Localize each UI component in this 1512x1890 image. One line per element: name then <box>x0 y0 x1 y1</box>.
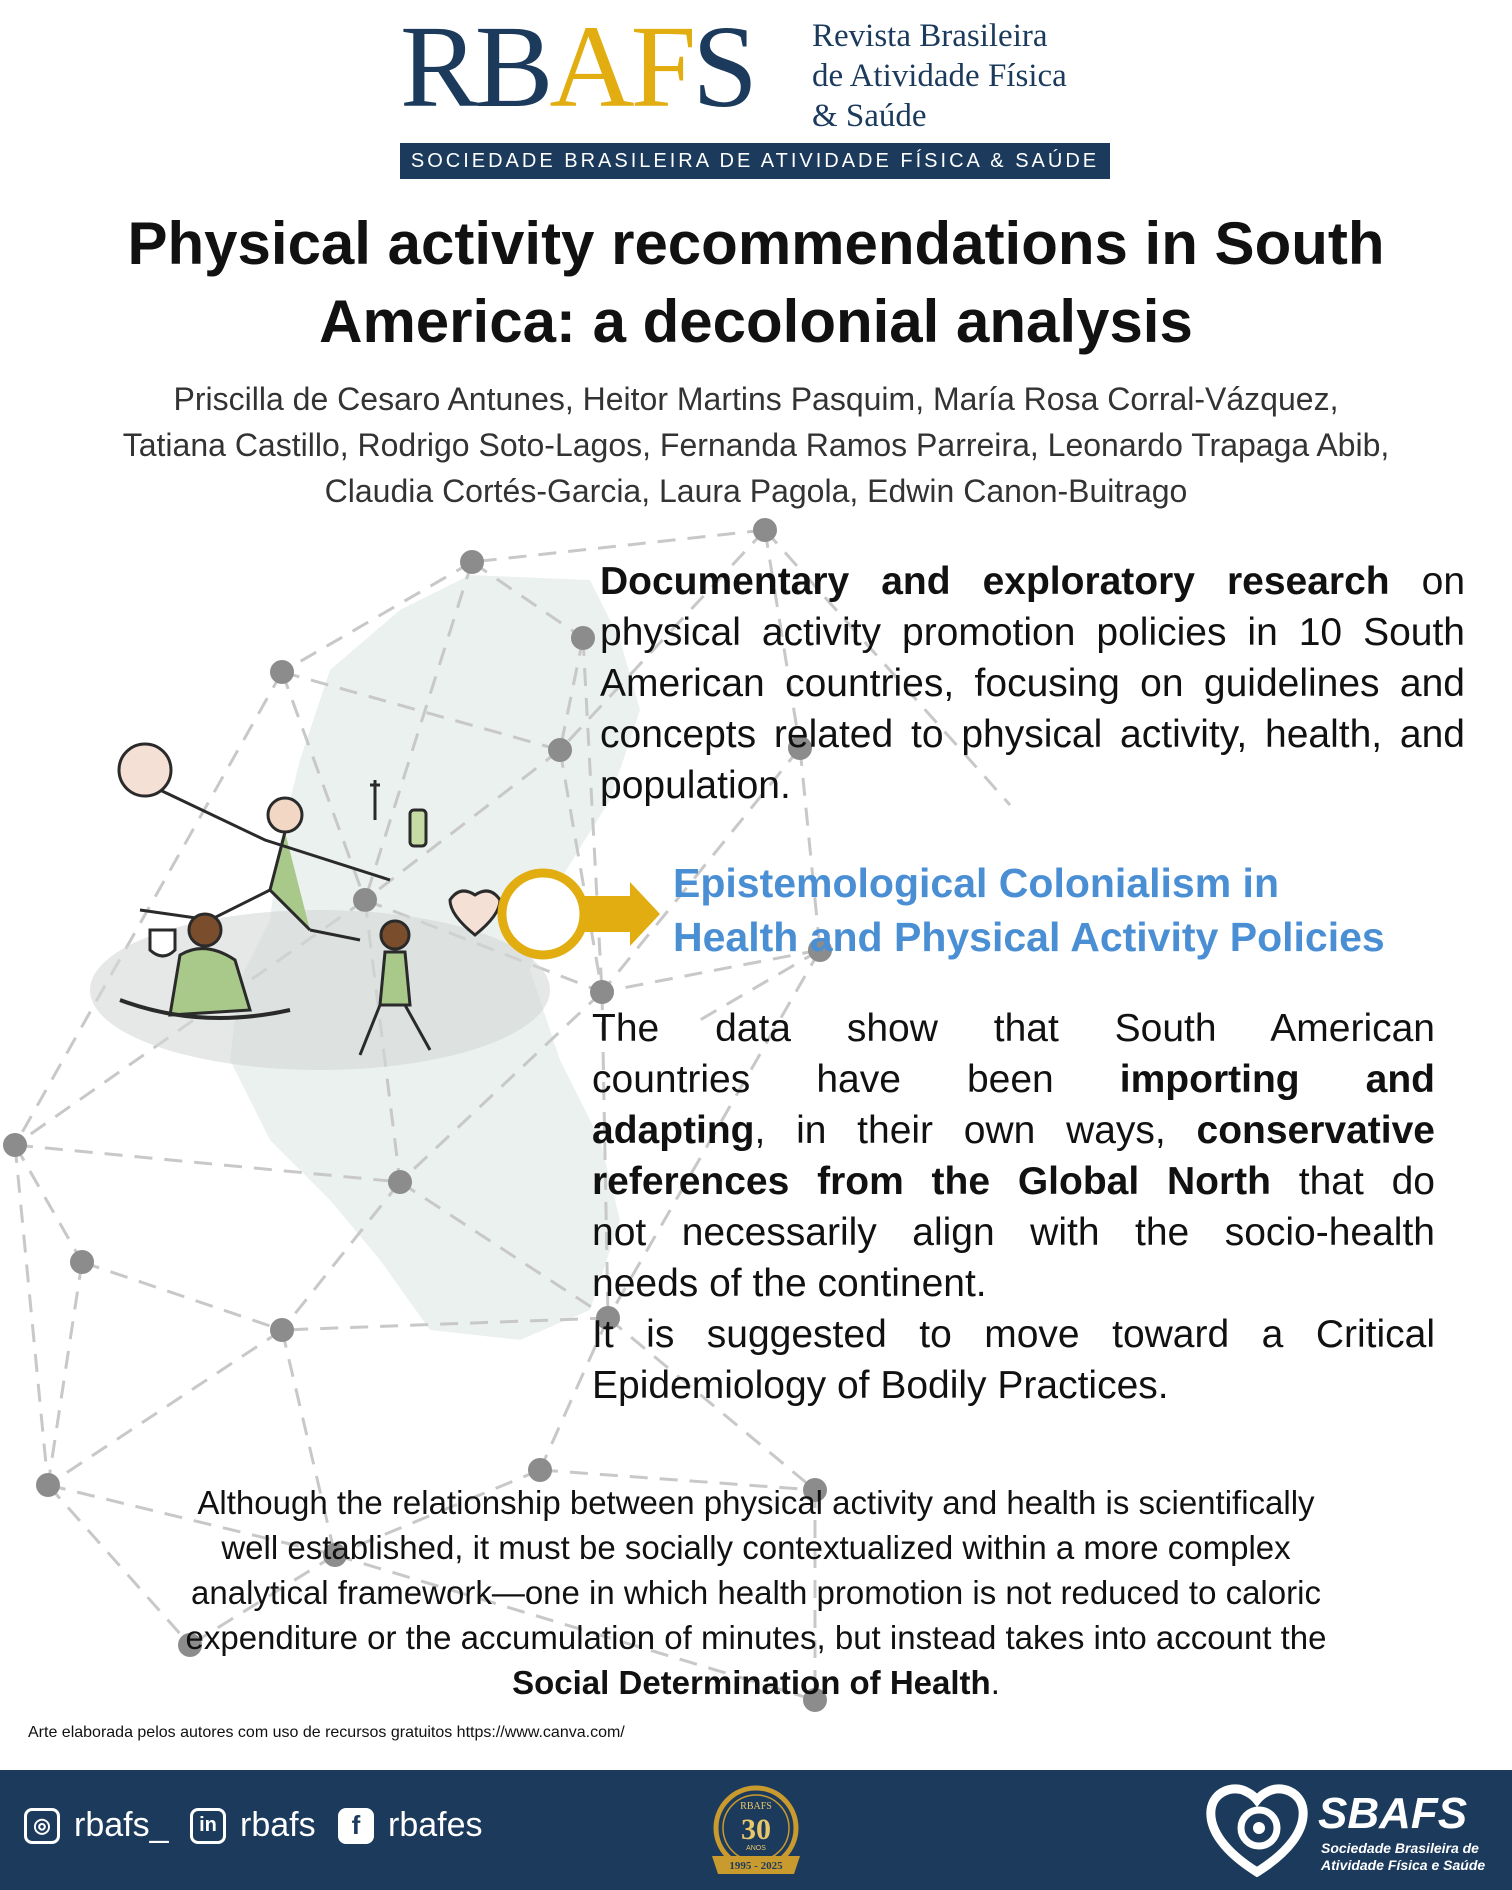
network-node <box>528 1458 552 1482</box>
conclusion-line-4: expenditure or the accumulation of minutes, but instead takes into account the <box>185 1619 1327 1656</box>
findings-text: needs of the continent. <box>592 1262 987 1305</box>
sbafs-subtitle <box>1321 1840 1485 1874</box>
epistemology-heading <box>673 856 1473 964</box>
findings-line-2 <box>592 1054 1435 1105</box>
sbafs-name: SBAFS <box>1318 1789 1468 1838</box>
author-line-1: Priscilla de Cesaro Antunes, Heitor Martins Pasquim, María Rosa Corral-Vázquez, <box>173 381 1339 417</box>
logo-letters-s: S <box>692 1 754 132</box>
findings-line-8 <box>592 1360 1435 1411</box>
facebook-handle: rbafes <box>388 1806 483 1844</box>
findings-line-7 <box>592 1309 1435 1360</box>
seal-word: ANOS <box>746 1845 766 1852</box>
network-node <box>36 1473 60 1497</box>
network-edge <box>48 1330 282 1485</box>
network-edge <box>82 1262 282 1330</box>
instagram-handle: rbafs_ <box>74 1806 169 1844</box>
journal-name-line-3: & Saúde <box>812 98 927 134</box>
conclusion-line-3: analytical framework—one in which health promotion is not reduced to caloric <box>191 1574 1321 1611</box>
journal-name-line-2: de Atividade Física <box>812 58 1067 94</box>
findings-paragraph <box>592 1003 1435 1411</box>
epistemology-heading-line-1: Epistemological Colonialism in <box>673 860 1279 906</box>
arrow-icon <box>485 864 665 964</box>
author-list <box>10 376 1502 514</box>
sbafs-heart-icon <box>1205 1782 1309 1878</box>
findings-text: not necessarily align with the socio-health <box>592 1211 1435 1254</box>
society-band: SOCIEDADE BRASILEIRA DE ATIVIDADE FÍSICA & SAÚDE <box>400 143 1110 179</box>
research-emphasis: Documentary and exploratory research <box>600 560 1390 603</box>
epistemology-heading-line-2: Health and Physical Activity Policies <box>673 914 1385 960</box>
seal-years: 1995 - 2025 <box>729 1860 783 1872</box>
sbafs-subtitle-line-1: Sociedade Brasileira de <box>1321 1840 1479 1856</box>
network-edge <box>48 1262 82 1485</box>
journal-name <box>812 16 1067 136</box>
findings-text: Epidemiology of Bodily Practices. <box>592 1364 1169 1407</box>
logo-letters-af: AF <box>549 1 693 132</box>
conclusion-period: . <box>990 1664 1000 1701</box>
linkedin-handle: rbafs <box>240 1806 316 1844</box>
instagram-icon: ◎ <box>24 1808 60 1844</box>
findings-emphasis: conservative <box>1196 1109 1435 1152</box>
conclusion-line-1: Although the relationship between physical activity and health is scientifically <box>197 1484 1315 1521</box>
seal-title: RBAFS <box>740 1801 772 1812</box>
page-title: Physical activity recommendations in South America: a decolonial analysis <box>127 210 1385 355</box>
anniversary-seal <box>704 1784 808 1882</box>
author-line-3: Claudia Cortés-Garcia, Laura Pagola, Edwin Canon-Buitrago <box>324 473 1188 509</box>
network-node <box>270 1318 294 1342</box>
findings-emphasis: references from the Global North <box>592 1160 1271 1203</box>
findings-emphasis: adapting <box>592 1109 755 1152</box>
logo-letters-rb: RB <box>400 1 550 132</box>
author-line-2: Tatiana Castillo, Rodrigo Soto-Lagos, Fernanda Ramos Parreira, Leonardo Trapaga Abib, <box>122 427 1390 463</box>
research-description <box>600 556 1465 811</box>
findings-line-4 <box>592 1156 1435 1207</box>
findings-text: The data show that South American <box>592 1007 1435 1050</box>
conclusion-emphasis: Social Determination of Health <box>512 1664 991 1701</box>
findings-line-5 <box>592 1207 1435 1258</box>
findings-text: countries have been <box>592 1058 1120 1101</box>
network-node <box>3 1133 27 1157</box>
seal-number: 30 <box>741 1813 771 1846</box>
findings-line-6 <box>592 1258 1435 1309</box>
network-node <box>70 1250 94 1274</box>
conclusion-paragraph <box>60 1480 1452 1705</box>
sbafs-subtitle-line-2: Atividade Física e Saúde <box>1321 1857 1486 1873</box>
linkedin-link[interactable] <box>190 1806 316 1845</box>
findings-text: that do <box>1270 1160 1435 1203</box>
findings-text: , in their own ways, <box>754 1109 1197 1152</box>
network-node <box>590 980 614 1004</box>
sbafs-logo <box>1205 1780 1505 1880</box>
instagram-link[interactable] <box>24 1806 169 1845</box>
findings-emphasis: importing and <box>1119 1058 1435 1101</box>
facebook-icon: f <box>338 1808 374 1844</box>
conclusion-line-2: well established, it must be socially contextualized within a more complex <box>221 1529 1291 1566</box>
art-credit: Arte elaborada pelos autores com uso de recursos gratuitos https://www.canva.com/ <box>28 1724 625 1741</box>
network-edge <box>15 1145 48 1485</box>
facebook-link[interactable] <box>338 1806 483 1845</box>
findings-text: It is suggested to move toward a Critical <box>592 1313 1435 1356</box>
linkedin-icon: in <box>190 1808 226 1844</box>
journal-name-line-1: Revista Brasileira <box>812 18 1048 54</box>
rbafs-logo <box>400 1 1112 173</box>
footer-bar <box>0 1770 1512 1890</box>
findings-line-3 <box>592 1105 1435 1156</box>
logo-wordmark <box>400 1 754 132</box>
network-node <box>388 1170 412 1194</box>
network-node <box>753 518 777 542</box>
conclusion-line-5 <box>60 1660 1452 1705</box>
research-text: on physical activity promotion policies in 10 South American countries, focusing on guidelines and concepts related to physical activity, health, and population. <box>600 560 1466 807</box>
people-figures <box>90 744 550 1070</box>
exercise-illustration <box>60 560 580 1150</box>
findings-line-1 <box>592 1003 1435 1054</box>
